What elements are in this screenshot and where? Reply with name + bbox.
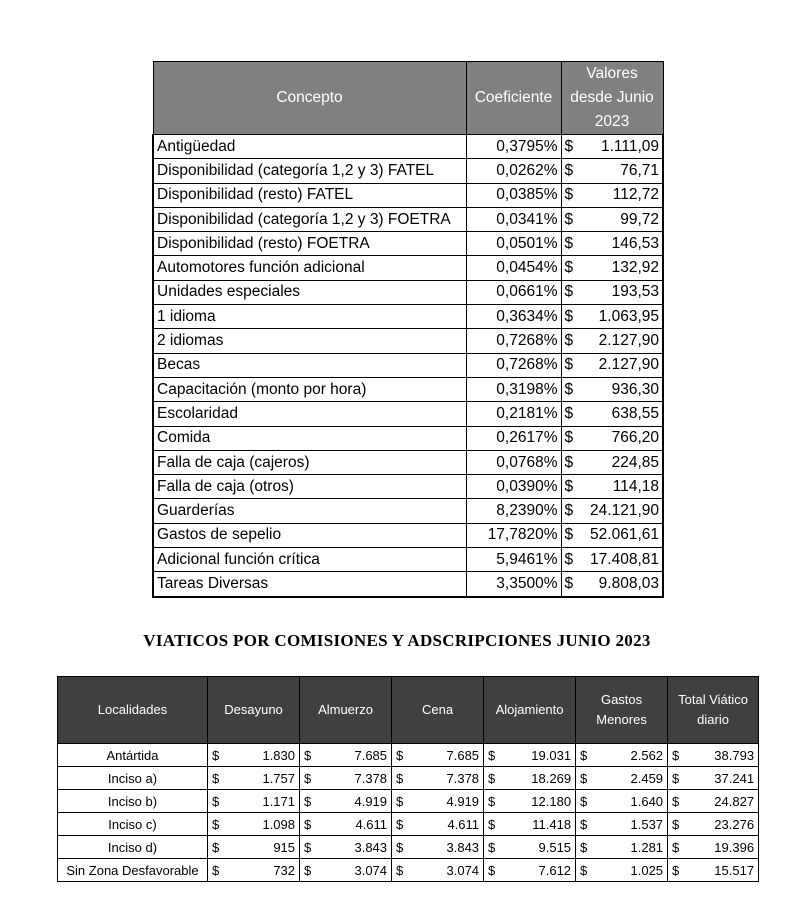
cell-currency: $: [208, 836, 227, 859]
cell-coeficiente: 0,0385%: [466, 183, 561, 207]
table-row: [153, 499, 663, 523]
cell-concepto: Disponibilidad (categoría 1,2 y 3) FATEL: [153, 159, 466, 183]
cell-concepto: Disponibilidad (categoría 1,2 y 3) FOETRA: [153, 207, 466, 231]
cell-currency: $: [300, 813, 319, 836]
cell-coeficiente: 0,0501%: [466, 232, 561, 256]
cell-concepto: Adicional función crítica: [153, 548, 466, 572]
cell-valor: 2.127,90: [580, 329, 663, 353]
header-valores: Valores desde Junio 2023: [561, 62, 663, 135]
cell-currency: $: [561, 353, 580, 377]
cell-currency: $: [561, 402, 580, 426]
cell-amount: 3.074: [411, 859, 484, 882]
cell-valor: 766,20: [580, 426, 663, 450]
cell-concepto: Unidades especiales: [153, 280, 466, 304]
cell-currency: $: [300, 836, 319, 859]
cell-amount: 4.611: [319, 813, 392, 836]
table-row: [153, 450, 663, 474]
table-row: [58, 767, 759, 790]
cell-currency: $: [576, 813, 595, 836]
cell-concepto: Automotores función adicional: [153, 256, 466, 280]
table-body: [153, 135, 663, 597]
cell-coeficiente: 5,9461%: [466, 548, 561, 572]
table-row: [153, 329, 663, 353]
cell-currency: $: [576, 744, 595, 767]
table-valores: [152, 61, 664, 598]
cell-currency: $: [208, 859, 227, 882]
cell-coeficiente: 0,3198%: [466, 377, 561, 401]
cell-amount: 2.562: [595, 744, 668, 767]
cell-coeficiente: 0,0390%: [466, 475, 561, 499]
cell-coeficiente: 8,2390%: [466, 499, 561, 523]
cell-currency: $: [668, 767, 687, 790]
cell-amount: 7.378: [319, 767, 392, 790]
cell-amount: 3.843: [411, 836, 484, 859]
cell-coeficiente: 0,0454%: [466, 256, 561, 280]
cell-concepto: Capacitación (monto por hora): [153, 377, 466, 401]
cell-amount: 15.517: [687, 859, 759, 882]
table-viaticos: [57, 676, 759, 882]
cell-valor: 1.111,09: [580, 135, 663, 159]
cell-currency: $: [392, 813, 411, 836]
table-row: [58, 813, 759, 836]
table-row: [153, 353, 663, 377]
cell-currency: $: [561, 548, 580, 572]
cell-localidad: Inciso b): [58, 790, 208, 813]
cell-valor: 146,53: [580, 232, 663, 256]
table-row: [153, 135, 663, 159]
cell-coeficiente: 0,2181%: [466, 402, 561, 426]
cell-amount: 915: [227, 836, 300, 859]
cell-coeficiente: 0,3634%: [466, 305, 561, 329]
table-row: [58, 790, 759, 813]
cell-currency: $: [392, 790, 411, 813]
table-row: [153, 402, 663, 426]
cell-currency: $: [484, 859, 503, 882]
cell-currency: $: [300, 744, 319, 767]
cell-currency: $: [300, 767, 319, 790]
cell-concepto: Disponibilidad (resto) FATEL: [153, 183, 466, 207]
cell-currency: $: [561, 377, 580, 401]
cell-amount: 3.843: [319, 836, 392, 859]
cell-localidad: Sin Zona Desfavorable: [58, 859, 208, 882]
cell-currency: $: [561, 232, 580, 256]
cell-concepto: Tareas Diversas: [153, 572, 466, 597]
table-row: [153, 232, 663, 256]
cell-currency: $: [561, 499, 580, 523]
cell-concepto: Escolaridad: [153, 402, 466, 426]
cell-amount: 24.827: [687, 790, 759, 813]
cell-concepto: Antigüedad: [153, 135, 466, 159]
cell-currency: $: [668, 836, 687, 859]
cell-currency: $: [208, 744, 227, 767]
table-row: [153, 572, 663, 597]
cell-concepto: 2 idiomas: [153, 329, 466, 353]
table-row: [58, 744, 759, 767]
table-header-row: [58, 677, 759, 744]
cell-amount: 4.919: [319, 790, 392, 813]
header-col-4: Alojamiento: [484, 677, 576, 744]
header-coeficiente: Coeficiente: [466, 62, 561, 135]
cell-currency: $: [668, 813, 687, 836]
cell-currency: $: [561, 572, 580, 597]
cell-localidad: Antártida: [58, 744, 208, 767]
cell-coeficiente: 0,0661%: [466, 280, 561, 304]
table-row: [153, 475, 663, 499]
cell-currency: $: [484, 790, 503, 813]
table-row: [153, 548, 663, 572]
table-row: [58, 859, 759, 882]
cell-valor: 638,55: [580, 402, 663, 426]
cell-currency: $: [576, 859, 595, 882]
cell-amount: 12.180: [503, 790, 576, 813]
cell-currency: $: [561, 207, 580, 231]
cell-localidad: Inciso a): [58, 767, 208, 790]
cell-concepto: Guarderías: [153, 499, 466, 523]
cell-currency: $: [576, 790, 595, 813]
cell-valor: 112,72: [580, 183, 663, 207]
table-row: [153, 256, 663, 280]
cell-concepto: 1 idioma: [153, 305, 466, 329]
cell-coeficiente: 0,3795%: [466, 135, 561, 159]
cell-currency: $: [561, 135, 580, 159]
cell-concepto: Disponibilidad (resto) FOETRA: [153, 232, 466, 256]
cell-amount: 1.757: [227, 767, 300, 790]
table-row: [153, 183, 663, 207]
cell-valor: 17.408,81: [580, 548, 663, 572]
cell-amount: 4.611: [411, 813, 484, 836]
cell-currency: $: [561, 523, 580, 547]
cell-amount: 1.281: [595, 836, 668, 859]
cell-coeficiente: 0,7268%: [466, 329, 561, 353]
cell-valor: 9.808,03: [580, 572, 663, 597]
cell-amount: 1.537: [595, 813, 668, 836]
cell-currency: $: [561, 450, 580, 474]
cell-valor: 52.061,61: [580, 523, 663, 547]
cell-coeficiente: 17,7820%: [466, 523, 561, 547]
cell-coeficiente: 0,0341%: [466, 207, 561, 231]
cell-currency: $: [561, 305, 580, 329]
cell-currency: $: [668, 790, 687, 813]
cell-concepto: Falla de caja (otros): [153, 475, 466, 499]
cell-currency: $: [576, 836, 595, 859]
cell-amount: 1.098: [227, 813, 300, 836]
header-col-5: Gastos Menores: [576, 677, 668, 744]
table-row: [153, 159, 663, 183]
cell-concepto: Becas: [153, 353, 466, 377]
cell-valor: 2.127,90: [580, 353, 663, 377]
cell-currency: $: [208, 790, 227, 813]
cell-currency: $: [561, 475, 580, 499]
cell-amount: 9.515: [503, 836, 576, 859]
header-col-6: Total Viático diario: [668, 677, 759, 744]
cell-valor: 224,85: [580, 450, 663, 474]
cell-currency: $: [668, 859, 687, 882]
cell-amount: 18.269: [503, 767, 576, 790]
cell-amount: 7.612: [503, 859, 576, 882]
cell-amount: 38.793: [687, 744, 759, 767]
cell-amount: 11.418: [503, 813, 576, 836]
cell-currency: $: [484, 744, 503, 767]
cell-amount: 1.171: [227, 790, 300, 813]
cell-amount: 7.685: [319, 744, 392, 767]
cell-valor: 132,92: [580, 256, 663, 280]
cell-valor: 76,71: [580, 159, 663, 183]
cell-coeficiente: 0,0768%: [466, 450, 561, 474]
cell-valor: 99,72: [580, 207, 663, 231]
cell-coeficiente: 0,7268%: [466, 353, 561, 377]
cell-coeficiente: 3,3500%: [466, 572, 561, 597]
cell-currency: $: [668, 744, 687, 767]
cell-concepto: Gastos de sepelio: [153, 523, 466, 547]
cell-currency: $: [392, 744, 411, 767]
table-body: [58, 744, 759, 882]
cell-valor: 114,18: [580, 475, 663, 499]
header-concepto: Concepto: [153, 62, 466, 135]
table-row: [153, 377, 663, 401]
cell-coeficiente: 0,2617%: [466, 426, 561, 450]
header-col-0: Localidades: [58, 677, 208, 744]
table-row: [153, 207, 663, 231]
cell-currency: $: [392, 836, 411, 859]
cell-amount: 7.378: [411, 767, 484, 790]
cell-currency: $: [484, 813, 503, 836]
cell-amount: 4.919: [411, 790, 484, 813]
cell-currency: $: [300, 790, 319, 813]
cell-amount: 1.640: [595, 790, 668, 813]
cell-amount: 7.685: [411, 744, 484, 767]
cell-currency: $: [484, 767, 503, 790]
table-row: [153, 426, 663, 450]
cell-currency: $: [208, 813, 227, 836]
cell-currency: $: [576, 767, 595, 790]
cell-amount: 3.074: [319, 859, 392, 882]
cell-currency: $: [561, 256, 580, 280]
cell-localidad: Inciso c): [58, 813, 208, 836]
table-header-row: [153, 62, 663, 135]
cell-amount: 37.241: [687, 767, 759, 790]
cell-valor: 24.121,90: [580, 499, 663, 523]
cell-amount: 1.830: [227, 744, 300, 767]
cell-currency: $: [561, 183, 580, 207]
table-row: [153, 523, 663, 547]
cell-amount: 19.031: [503, 744, 576, 767]
cell-currency: $: [561, 329, 580, 353]
cell-amount: 732: [227, 859, 300, 882]
cell-valor: 193,53: [580, 280, 663, 304]
cell-currency: $: [484, 836, 503, 859]
header-col-3: Cena: [392, 677, 484, 744]
cell-currency: $: [392, 859, 411, 882]
cell-amount: 2.459: [595, 767, 668, 790]
table-row: [153, 280, 663, 304]
cell-amount: 23.276: [687, 813, 759, 836]
header-col-2: Almuerzo: [300, 677, 392, 744]
cell-concepto: Comida: [153, 426, 466, 450]
cell-currency: $: [208, 767, 227, 790]
cell-valor: 936,30: [580, 377, 663, 401]
cell-currency: $: [561, 426, 580, 450]
header-col-1: Desayuno: [208, 677, 300, 744]
cell-currency: $: [392, 767, 411, 790]
cell-currency: $: [561, 159, 580, 183]
cell-concepto: Falla de caja (cajeros): [153, 450, 466, 474]
cell-coeficiente: 0,0262%: [466, 159, 561, 183]
table-row: [153, 305, 663, 329]
cell-currency: $: [300, 859, 319, 882]
cell-localidad: Inciso d): [58, 836, 208, 859]
cell-amount: 1.025: [595, 859, 668, 882]
cell-currency: $: [561, 280, 580, 304]
section-title: VIATICOS POR COMISIONES Y ADSCRIPCIONES JUNIO 2023: [143, 631, 651, 650]
cell-amount: 19.396: [687, 836, 759, 859]
cell-valor: 1.063,95: [580, 305, 663, 329]
table-row: [58, 836, 759, 859]
